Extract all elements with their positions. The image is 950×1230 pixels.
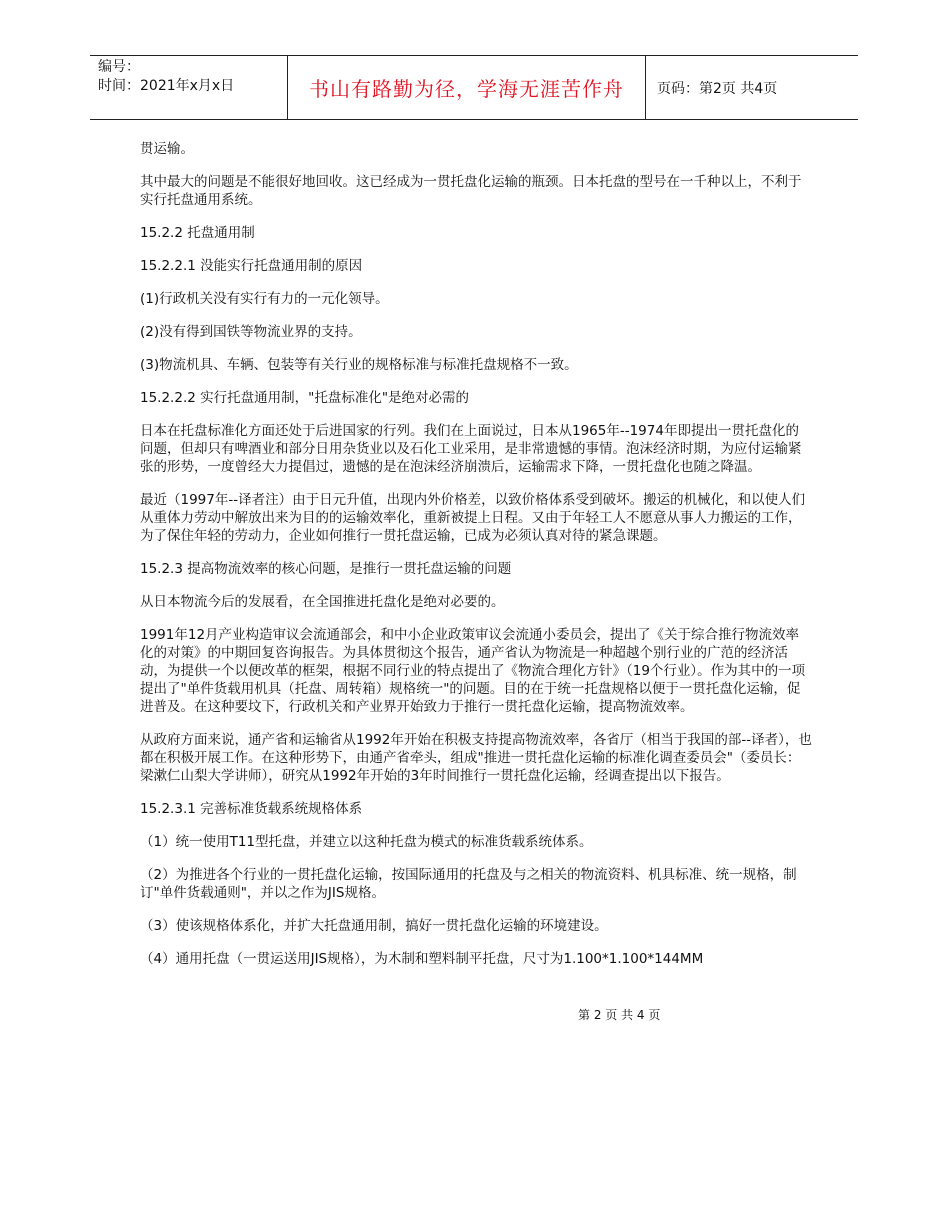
list-item: (3)物流机具、车辆、包装等有关行业的规格标准与标准托盘规格不一致。 (140, 357, 578, 373)
paragraph: 最近（1997年--译者注）由于日元升值，出现内外价格差，以致价格体系受到破坏。搬运的机械化，和以使人们从重体力劳动中解放出来为目的的运输效率化，重新被提上日程。又由于年轻工人不愿意从事人力搬运的工作，为了保住年轻的劳动力，企业如何推行一贯托盘运输，已成为必须认真对待的紧急课题。 (140, 492, 806, 544)
header-page-info: 页码：第2页 共4页 (657, 80, 778, 97)
header-motto: 书山有路勤为径，学海无涯苦作舟 (309, 77, 624, 101)
list-item: （4）通用托盘（一贯运送用JIS规格），为木制和塑料制平托盘，尺寸为1.100*1.100*144MM (140, 951, 704, 967)
list-item: （2）为推进各个行业的一贯托盘化运输，按国际通用的托盘及与之相关的物流资料、机具标准、统一规格，制订"单件货载通则"，并以之作为JIS规格。 (140, 867, 797, 901)
list-item: （1）统一使用T11型托盘，并建立以这种托盘为模式的标准货载系统体系。 (140, 834, 593, 850)
document-header (90, 55, 858, 120)
header-meta (98, 58, 234, 96)
paragraph: 其中最大的问题是不能很好地回收。这已经成为一贯托盘化运输的瓶颈。日本托盘的型号在一千种以上，不利于实行托盘通用系统。 (140, 174, 802, 208)
document-body (140, 140, 812, 983)
document-time-label: 时间：2021年x月x日 (98, 78, 235, 94)
list-item: (1)行政机关没有实行有力的一元化领导。 (140, 291, 389, 307)
footer-page-number: 第 2 页 共 4 页 (578, 1008, 661, 1022)
paragraph: 1991年12月产业构造审议会流通部会，和中小企业政策审议会流通小委员会，提出了《关于综合推行物流效率化的对策》的中期回复咨询报告。为具体贯彻这个报告，通产省认为物流是一种超越个别行业的广范的经济活动，为提供一个以便改革的框架，根据不同行业的特点提出了《物流合理化方针》（19个行业）。作为其中的一项提出了"单件货载用机具（托盘、周转箱）规格统一"的问题。目的在于统一托盘规格以便于一贯托盘化运输，促进普及。在这种要坟下，行政机关和产业界开始致力于推行一贯托盘化运输，提高物流效率。 (140, 627, 806, 715)
section-heading: 15.2.2 托盘通用制 (140, 225, 255, 241)
paragraph: 从政府方面来说，通产省和运输省从1992年开始在积极支持提高物流效率，各省厅（相当于我国的部--译者），也都在积极开展工作。在这种形势下，由通产省牵头，组成"推进一贯托盘化运输的标准化调查委员会"（委员长：梁漱仁山梨大学讲师），研究从1992年开始的3年时间推行一贯托盘化运输，经调查提出以下报告。 (140, 732, 812, 784)
list-item: （3）使该规格体系化，并扩大托盘通用制，搞好一贯托盘化运输的环境建设。 (140, 918, 608, 934)
section-heading: 15.2.3.1 完善标准货载系统规格体系 (140, 801, 363, 817)
section-heading: 15.2.2.1 没能实行托盘通用制的原因 (140, 258, 363, 274)
document-number-label: 编号： (98, 59, 140, 75)
header-divider-right (645, 56, 646, 119)
list-item: (2)没有得到国铁等物流业界的支持。 (140, 324, 362, 340)
paragraph: 日本在托盘标准化方面还处于后进国家的行列。我们在上面说过，日本从1965年--1974年即提出一贯托盘化的问题，但却只有啤酒业和部分日用杂货业以及石化工业采用，是非常遗憾的事情。泡沫经济时期，为应付运输紧张的形势，一度曾经大力提倡过，遗憾的是在泡沫经济崩溃后，运输需求下降，一贯托盘化也随之降温。 (140, 423, 802, 475)
paragraph: 从日本物流今后的发展看，在全国推进托盘化是绝对必要的。 (140, 594, 505, 610)
section-heading: 15.2.3 提高物流效率的核心问题，是推行一贯托盘运输的问题 (140, 561, 512, 577)
section-heading: 15.2.2.2 实行托盘通用制，"托盘标准化"是绝对必需的 (140, 390, 470, 406)
paragraph: 贯运输。 (140, 141, 194, 157)
